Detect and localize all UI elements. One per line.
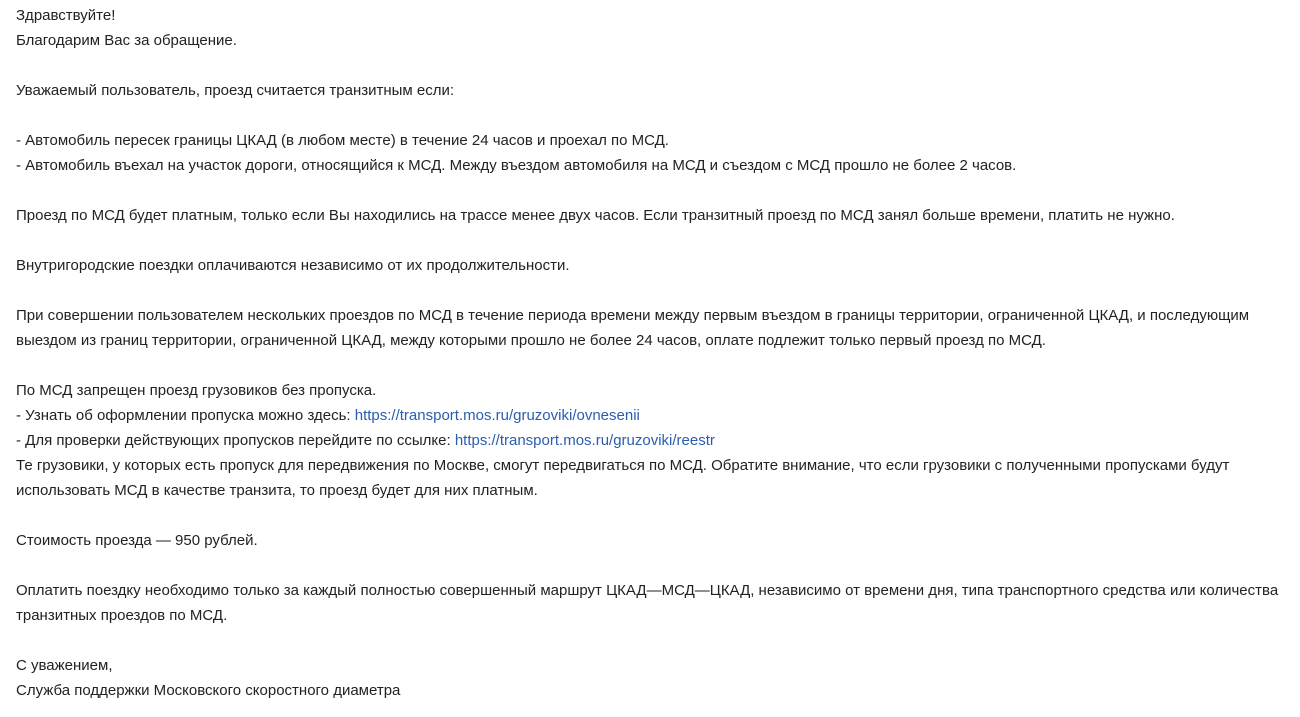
payment-rule-line-1: Оплатить поездку необходимо только за каждый полностью совершенный маршрут ЦКАД—МСД—ЦКАД, независимо от времени дня, типа транспортного средства или количества — [16, 582, 1279, 599]
thanks-line: Благодарим Вас за обращение. — [16, 32, 237, 49]
intracity-rule: Внутригородские поездки оплачиваются независимо от их продолжительности. — [16, 257, 570, 274]
spacer — [16, 228, 1288, 253]
truck-note-line-2: использовать МСД в качестве транзита, то проезд будет для них платным. — [16, 482, 538, 499]
greeting: Здравствуйте! — [16, 7, 116, 24]
spacer — [16, 503, 1288, 528]
signature: Служба поддержки Московского скоростного диаметра — [16, 682, 401, 699]
payment-rule-line-2: транзитных проездов по МСД. — [16, 607, 228, 624]
spacer — [16, 553, 1288, 578]
closing: С уважением, — [16, 657, 113, 674]
pass-info-label: - Узнать об оформлении пропуска можно здесь: — [16, 407, 355, 424]
pass-info-line — [16, 403, 1288, 428]
transit-intro: Уважаемый пользователь, проезд считается транзитным если: — [16, 82, 455, 99]
truck-ban: По МСД запрещен проезд грузовиков без пропуска. — [16, 382, 377, 399]
pass-check-line — [16, 428, 1288, 453]
paid-rule: Проезд по МСД будет платным, только если Вы находились на трассе менее двух часов. Если транзитный проезд по МСД занял больше времени, платить не нужно. — [16, 207, 1175, 224]
multiple-trips-line-2: выездом из границ территории, ограниченной ЦКАД, между которыми прошло не более 24 часов, оплате подлежит только первый проезд по МСД. — [16, 332, 1046, 349]
pass-check-link[interactable]: https://transport.mos.ru/gruzoviki/reestr — [454, 432, 715, 449]
spacer — [16, 103, 1288, 128]
spacer — [16, 178, 1288, 203]
price-line: Стоимость проезда — 950 рублей. — [16, 532, 258, 549]
spacer — [16, 53, 1288, 78]
spacer — [16, 278, 1288, 303]
transit-condition-24h: - Автомобиль пересек границы ЦКАД (в любом месте) в течение 24 часов и проехал по МСД. — [16, 132, 669, 149]
pass-info-link[interactable]: https://transport.mos.ru/gruzoviki/ovnesenii — [354, 407, 640, 424]
spacer — [16, 628, 1288, 653]
pass-check-label: - Для проверки действующих пропусков перейдите по ссылке: — [16, 432, 455, 449]
multiple-trips-line-1: При совершении пользователем нескольких проездов по МСД в течение периода времени между первым въездом в границы территории, ограниченной ЦКАД, и последующим — [16, 307, 1250, 324]
transit-condition-2h: - Автомобиль въехал на участок дороги, относящийся к МСД. Между въездом автомобиля на МСД и съездом с МСД прошло не более 2 часов. — [16, 157, 1017, 174]
truck-note-line-1: Те грузовики, у которых есть пропуск для передвижения по Москве, смогут передвигаться по МСД. Обратите внимание, что если грузовики с полученными пропусками будут — [16, 457, 1230, 474]
spacer — [16, 353, 1288, 378]
